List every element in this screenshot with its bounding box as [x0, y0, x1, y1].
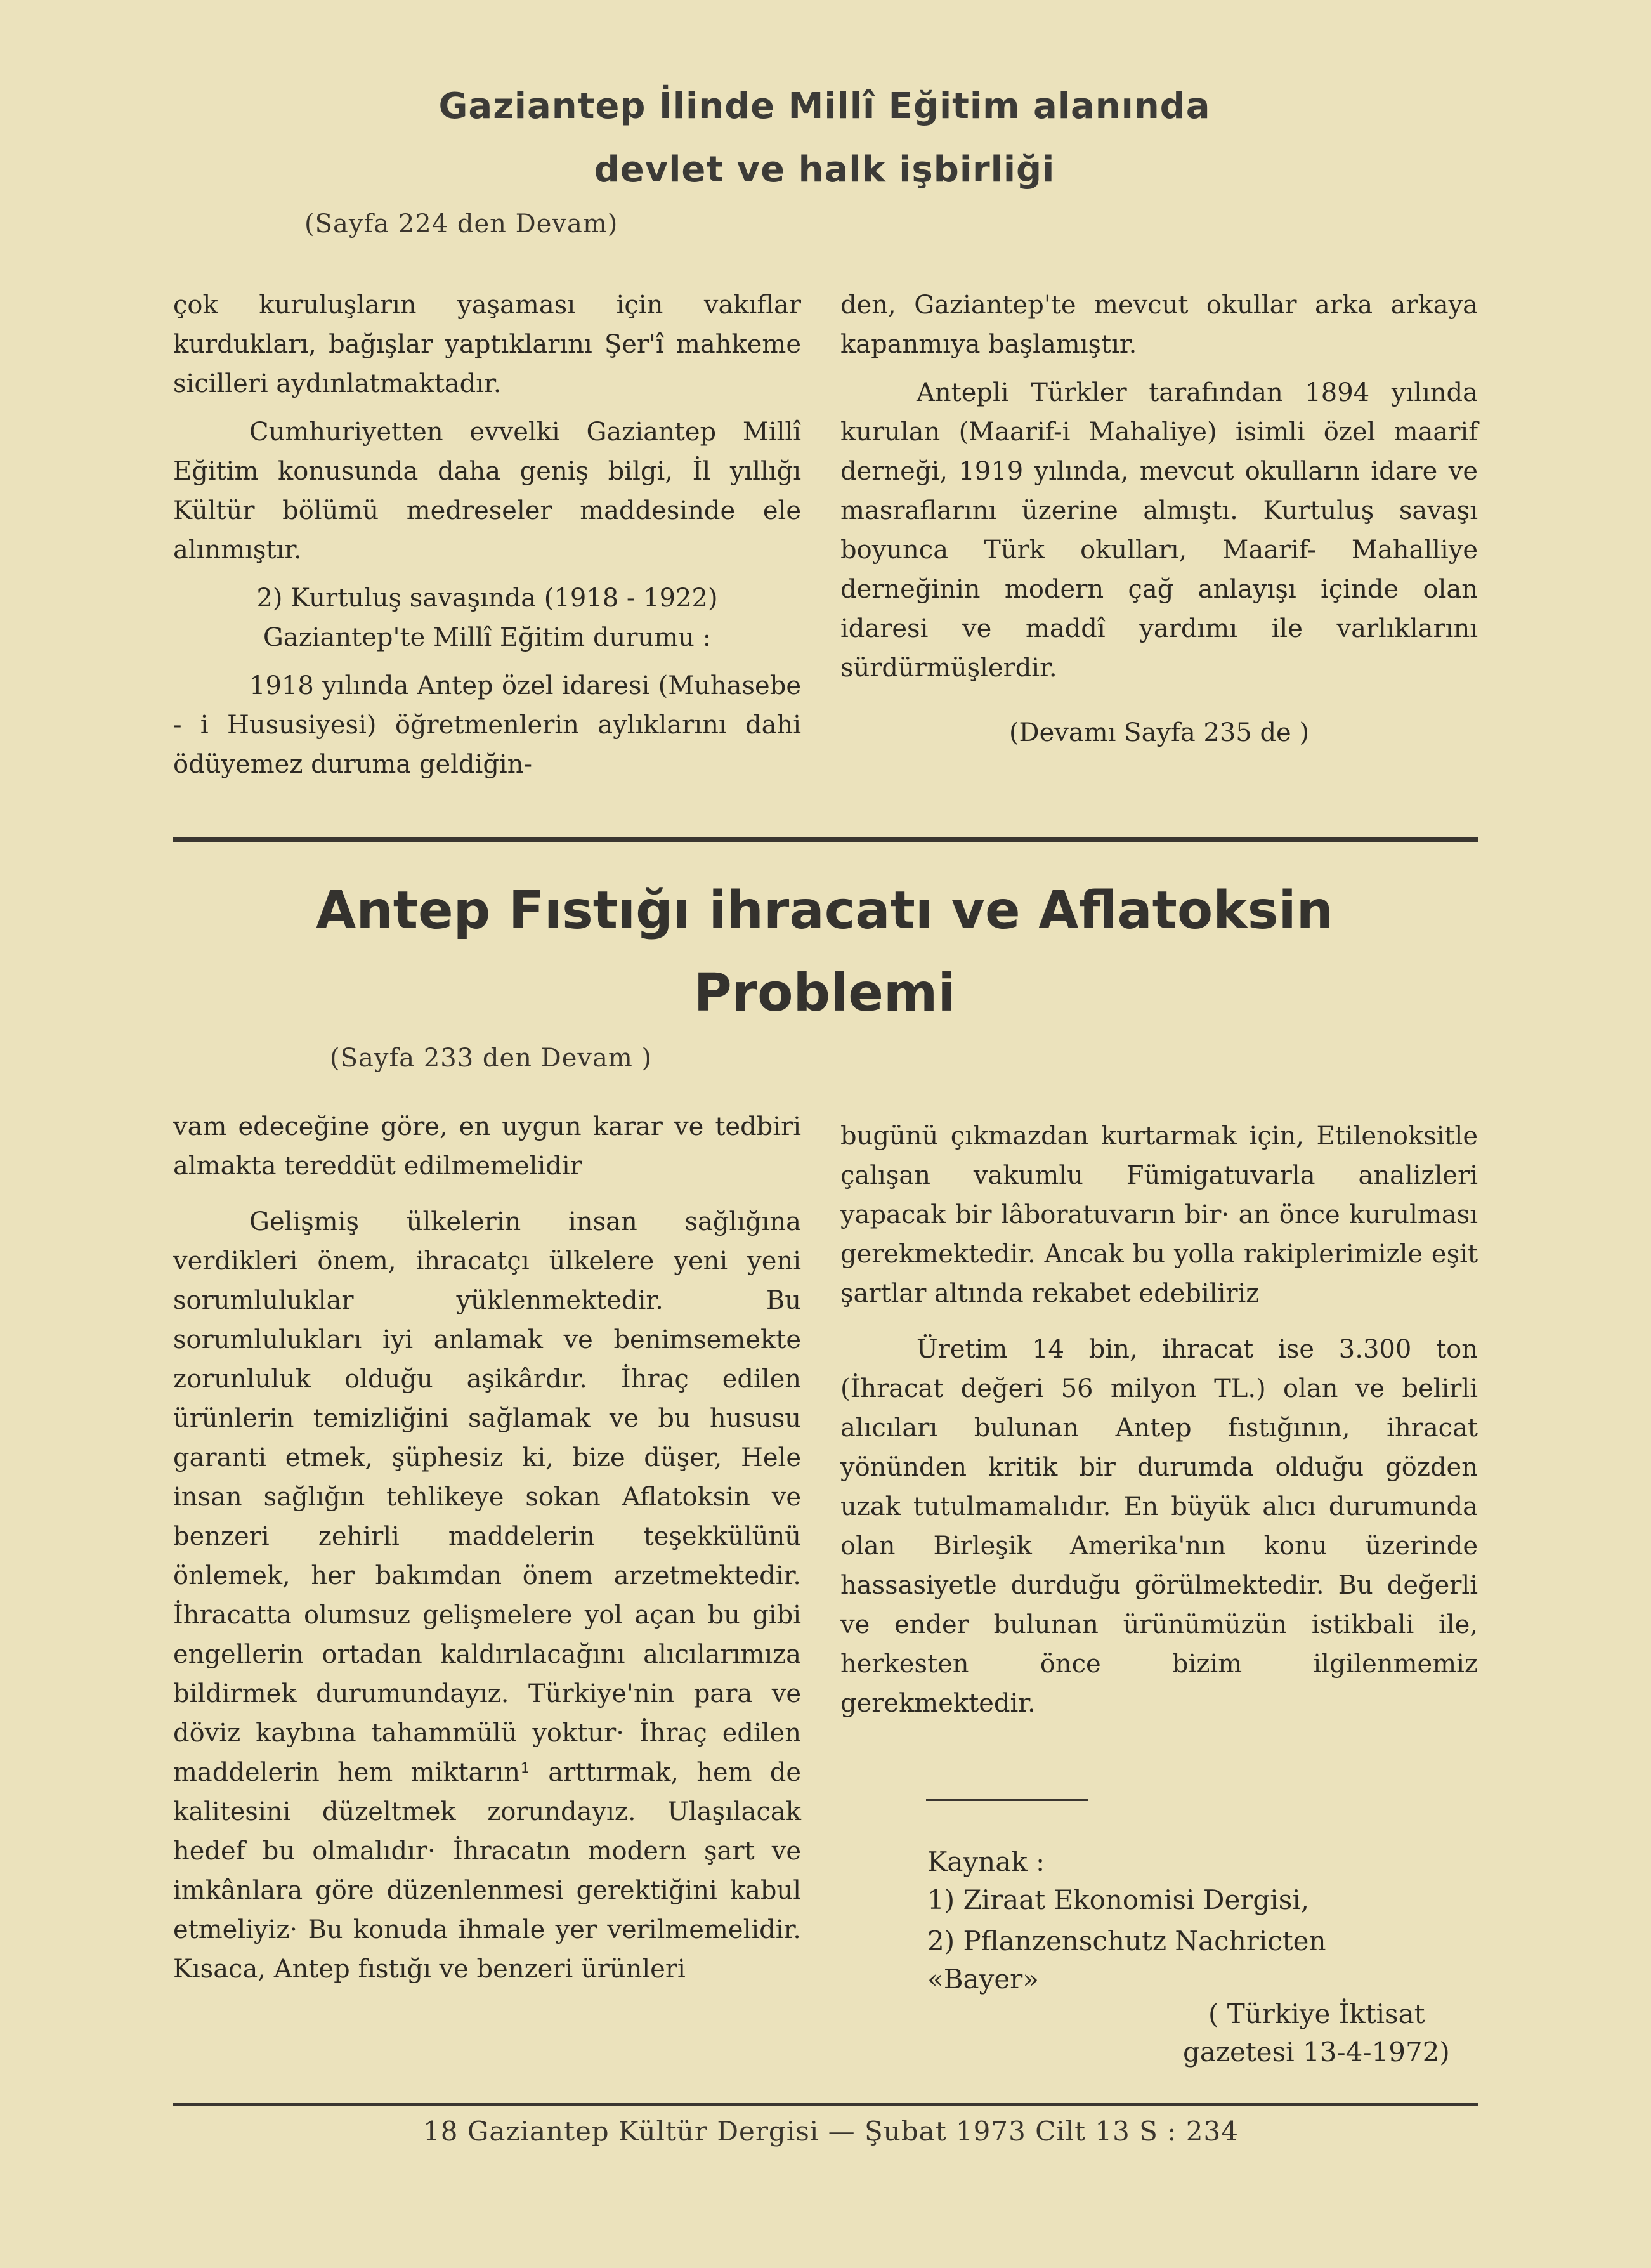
article2-right-paragraph-2: Üretim 14 bin, ihracat ise 3.300 ton (İhracat değeri 56 milyon TL.) olan ve belirli alıcıları bulunan Antep fıstığının, ihracat yönünden kritik bir durumda olduğu gözden uzak tutulmamalıdır. En büyük alıcı durumunda olan Birleşik Amerika'nın konu üzerinde hassasiyetle durduğu görülmektedir. Bu değerli ve ender bulunan ürünümüzün istikbali ile, herkesten önce bizim ilgilenmemiz gerekmektedir.: [840, 1335, 1478, 1718]
article1-right-paragraph-2: Antepli Türkler tarafından 1894 yılında kurulan (Maarif-i Mahaliye) isimli özel maarif derneği, 1919 yılında, mevcut okulların idare ve masraflarını üzerine almıştı. Kurtuluş savaşı boyunca Türk okulları, Maarif- Mahalliye derneğinin modern çağ anlayışı içinde olan idaresi ve maddî yardımı ile varlıklarını sürdürmüşlerdir.: [840, 378, 1478, 683]
article1-title-line2: devlet ve halk işbirliği: [594, 149, 1055, 190]
source-5: gazetesi 13-4-1972): [1183, 2036, 1450, 2068]
article1-continued-to: (Devamı Sayfa 235 de ): [1008, 718, 1310, 747]
footer-rule: [173, 2103, 1478, 2106]
article2-title-line2: Problemi: [693, 963, 956, 1023]
article1-left-paragraph-1: çok kuruluşların yaşaması için vakıflar kurdukları, bağışlar yaptıklarını Şer'î mahkeme sicilleri aydınlatmaktadır.: [173, 291, 801, 398]
source-2: 2) Pflanzenschutz Nachricten: [927, 1925, 1326, 1957]
article1-left-paragraph-2: Cumhuriyetten evvelki Gaziantep Millî Eğitim konusunda daha geniş bilgi, İl yıllığı Kültür bölümü medreseler maddesinde ele alınmıştır.: [173, 417, 801, 565]
source-1: 1) Ziraat Ekonomisi Dergisi,: [927, 1884, 1310, 1915]
sources-label: Kaynak :: [927, 1846, 1045, 1877]
article2-right-paragraph-1: bugünü çıkmazdan kurtarmak için, Etilenoksitle çalışan vakumlu Fümigatuvarla analizleri yapacak bir lâboratuvarın bir· an önce kurulması gerekmektedir. Ancak bu yolla rakiplerimizle eşit şartlar altında rekabet edebiliriz: [840, 1122, 1478, 1308]
article1-left-column: [173, 285, 801, 784]
article1-section-heading-2: Gaziantep'te Millî Eğitim durumu :: [263, 623, 712, 652]
article2-left-paragraph-2: Gelişmiş ülkelerin insan sağlığına verdikleri önem, ihracatçı ülkelere yeni yeni sorumluluklar yüklenmektedir. Bu sorumlulukları iyi anlamak ve benimsemekte zorunluluk olduğu aşikârdır. İhraç edilen ürünlerin temizliğini sağlamak ve bu hususu garanti etmek, şüphesiz ki, bize düşer, Hele insan sağlığın tehlikeye sokan Aflatoksin ve benzeri zehirli maddelerin teşekkülünü önlemek, her bakımdan önem arzetmektedir. İhracatta olumsuz gelişmelere yol açan bu gibi engellerin ortadan kaldırılacağını alıcılarımıza bildirmek durumundayız. Türkiye'nin para ve döviz kaybına tahammülü yoktur· İhraç edilen maddelerin hem miktarın¹ arttırmak, hem de kalitesini düzeltmek zorundayız. Ulaşılacak hedef bu olmalıdır· İhracatın modern şart ve imkânlara göre düzenlenmesi gerektiğini kabul etmeliyiz· Bu konuda ihmale yer verilmemelidir. Kısaca, Antep fıstığı ve benzeri ürünleri: [173, 1207, 801, 1984]
article1-right-column: [840, 285, 1478, 752]
article1-left-paragraph-3: 1918 yılında Antep özel idaresi (Muhasebe - i Hususiyesi) öğretmenlerin aylıklarını dahi ödüyemez duruma geldiğin-: [173, 671, 801, 779]
source-4: ( Türkiye İktisat: [1208, 1998, 1425, 2029]
article2-title-line1: Antep Fıstığı ihracatı ve Aflatoksin: [315, 881, 1334, 941]
article2-left-paragraph-1: vam edeceğine göre, en uygun karar ve tedbiri almakta tereddüt edilmemelidir: [173, 1112, 801, 1181]
article-divider: [173, 837, 1478, 842]
article1-title-line1: Gaziantep İlinde Millî Eğitim alanında: [438, 86, 1211, 127]
source-3: «Bayer»: [927, 1963, 1039, 1995]
article2-left-column: [173, 1107, 801, 1989]
article1-section-heading-1: 2) Kurtuluş savaşında (1918 - 1922): [256, 584, 718, 613]
page-footer: 18 Gaziantep Kültür Dergisi — Şubat 1973 Cilt 13 S : 234: [423, 2116, 1239, 2147]
sources-rule: [926, 1799, 1088, 1801]
article1-continued-from: (Sayfa 224 den Devam): [304, 209, 618, 239]
article2-continued-from: (Sayfa 233 den Devam ): [330, 1044, 653, 1073]
article1-right-paragraph-1: den, Gaziantep'te mevcut okullar arka arkaya kapanmıya başlamıştır.: [840, 291, 1478, 359]
article2-right-column: [840, 1117, 1478, 1723]
